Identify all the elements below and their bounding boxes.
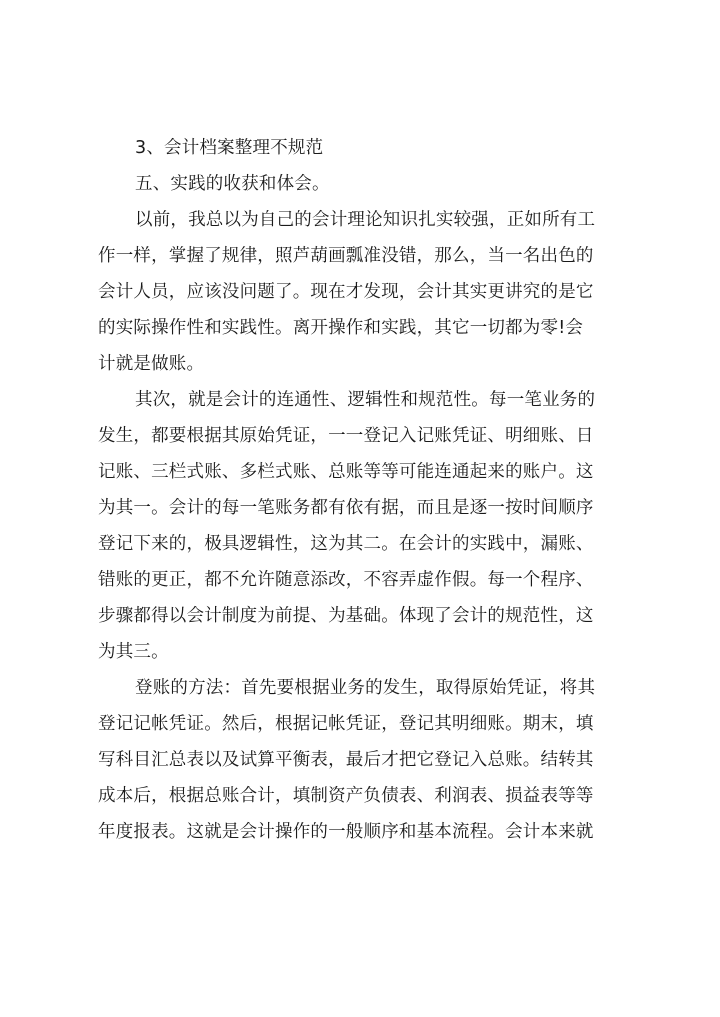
paragraph-line: 作一样，掌握了规律，照芦葫画瓢准没错，那么，当一名出色的 bbox=[98, 246, 594, 266]
paragraph-line: 成本后，根据总账合计，填制资产负债表、利润表、损益表等等 bbox=[98, 786, 594, 806]
paragraph-line: 发生，都要根据其原始凭证，一一登记入记账凭证、明细账、日 bbox=[98, 426, 594, 446]
paragraph-line: 错账的更正，都不允许随意添改，不容弄虚作假。每一个程序、 bbox=[98, 570, 594, 590]
document-body bbox=[98, 130, 630, 850]
paragraph-line: 步骤都得以会计制度为前提、为基础。体现了会计的规范性，这 bbox=[98, 606, 594, 626]
paragraph-line: 为其一。会计的每一笔账务都有依有据，而且是逐一按时间顺序 bbox=[98, 498, 594, 518]
paragraph-line: 登记记帐凭证。然后，根据记帐凭证，登记其明细账。期末，填 bbox=[98, 714, 594, 734]
paragraph-line: 为其三。 bbox=[98, 642, 169, 662]
list-item-heading: 3、会计档案整理不规范 bbox=[135, 138, 324, 158]
paragraph-line: 记账、三栏式账、多栏式账、总账等等可能连通起来的账户。这 bbox=[98, 462, 594, 482]
paragraph-line: 会计人员，应该没问题了。现在才发现，会计其实更讲究的是它 bbox=[98, 282, 594, 302]
paragraph-line: 以前，我总以为自己的会计理论知识扎实较强，正如所有工 bbox=[135, 210, 596, 230]
paragraph-line: 计就是做账。 bbox=[98, 354, 205, 374]
paragraph-line: 其次，就是会计的连通性、逻辑性和规范性。每一笔业务的 bbox=[135, 390, 596, 410]
section-title: 五、实践的收获和体会。 bbox=[135, 174, 330, 194]
paragraph-line: 登记下来的，极具逻辑性，这为其二。在会计的实践中，漏账、 bbox=[98, 534, 594, 554]
paragraph-line: 的实际操作性和实践性。离开操作和实践，其它一切都为零!会 bbox=[98, 318, 584, 338]
paragraph-line: 写科目汇总表以及试算平衡表，最后才把它登记入总账。结转其 bbox=[98, 750, 594, 770]
paragraph-line: 年度报表。这就是会计操作的一般顺序和基本流程。会计本来就 bbox=[98, 822, 594, 842]
paragraph-line: 登账的方法：首先要根据业务的发生，取得原始凭证，将其 bbox=[135, 678, 596, 698]
